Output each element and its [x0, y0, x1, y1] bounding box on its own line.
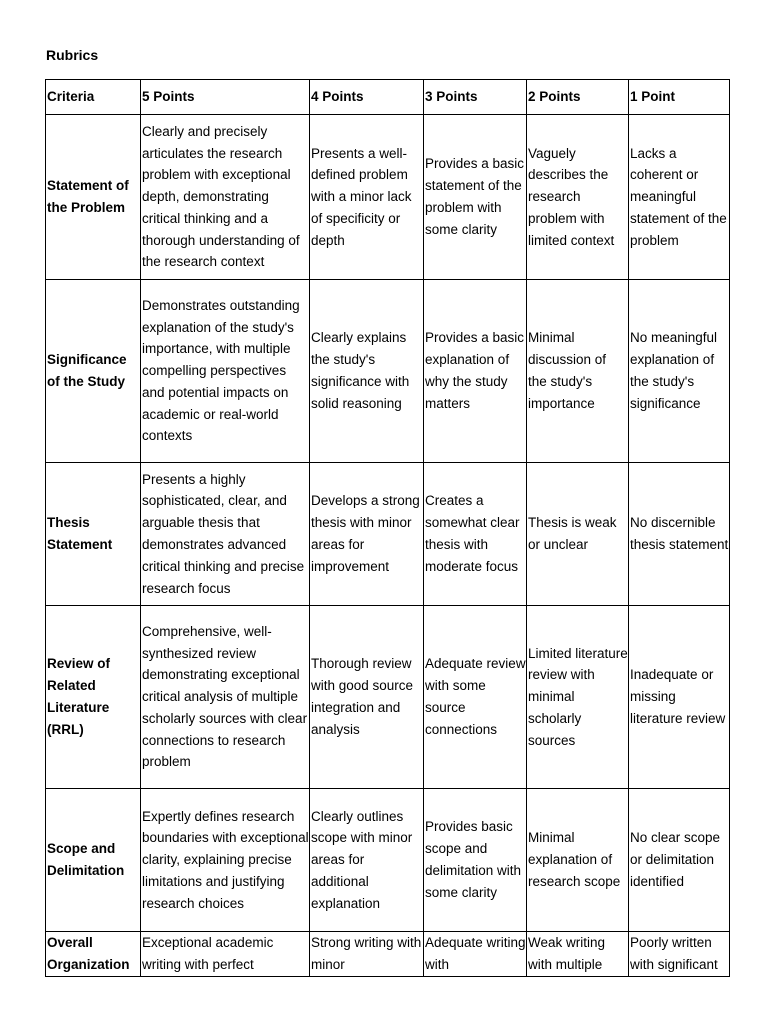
score-cell-5: Presents a highly sophisticated, clear, and arguable thesis that demonstrates advanced critical thinking and precise research focus: [141, 463, 310, 606]
header-4-points: 4 Points: [310, 80, 424, 115]
table-row: [46, 115, 730, 280]
score-cell-2: Weak writing with multiple: [527, 932, 629, 977]
score-cell-1: No meaningful explanation of the study's significance: [629, 280, 730, 463]
header-2-points: 2 Points: [527, 80, 629, 115]
criteria-cell: Significance of the Study: [46, 280, 141, 463]
table-row: [46, 932, 730, 977]
rubric-table: [45, 79, 730, 977]
header-criteria: Criteria: [46, 80, 141, 115]
header-1-point: 1 Point: [629, 80, 730, 115]
score-cell-3: Provides basic scope and delimitation with some clarity: [424, 789, 527, 932]
score-cell-2: Vaguely describes the research problem with limited context: [527, 115, 629, 280]
score-cell-1: No discernible thesis statement: [629, 463, 730, 606]
header-5-points: 5 Points: [141, 80, 310, 115]
score-cell-5: Comprehensive, well-synthesized review demonstrating exceptional critical analysis of multiple scholarly sources with clear connections to research problem: [141, 606, 310, 789]
score-cell-4: Clearly explains the study's significance with solid reasoning: [310, 280, 424, 463]
score-cell-1: Lacks a coherent or meaningful statement of the problem: [629, 115, 730, 280]
score-cell-2: Limited literature review with minimal scholarly sources: [527, 606, 629, 789]
table-row: [46, 789, 730, 932]
score-cell-1: No clear scope or delimitation identified: [629, 789, 730, 932]
score-cell-4: Thorough review with good source integration and analysis: [310, 606, 424, 789]
header-row: [46, 80, 730, 115]
score-cell-3: Provides a basic explanation of why the study matters: [424, 280, 527, 463]
score-cell-2: Minimal discussion of the study's importance: [527, 280, 629, 463]
score-cell-3: Adequate review with some source connections: [424, 606, 527, 789]
table-row: [46, 280, 730, 463]
table-row: [46, 463, 730, 606]
page-title: Rubrics: [46, 47, 99, 63]
score-cell-1: Poorly written with significant: [629, 932, 730, 977]
criteria-cell: Thesis Statement: [46, 463, 141, 606]
score-cell-5: Expertly defines research boundaries with exceptional clarity, explaining precise limitations and justifying research choices: [141, 789, 310, 932]
score-cell-5: Clearly and precisely articulates the research problem with exceptional depth, demonstrating critical thinking and a thorough understanding of the research context: [141, 115, 310, 280]
score-cell-4: Presents a well-defined problem with a minor lack of specificity or depth: [310, 115, 424, 280]
score-cell-3: Adequate writing with: [424, 932, 527, 977]
criteria-cell: Overall Organization: [46, 932, 141, 977]
header-3-points: 3 Points: [424, 80, 527, 115]
score-cell-3: Provides a basic statement of the problem with some clarity: [424, 115, 527, 280]
score-cell-1: Inadequate or missing literature review: [629, 606, 730, 789]
criteria-cell: Scope and Delimitation: [46, 789, 141, 932]
score-cell-3: Creates a somewhat clear thesis with moderate focus: [424, 463, 527, 606]
score-cell-5: Demonstrates outstanding explanation of the study's importance, with multiple compelling perspectives and potential impacts on academic or real-world contexts: [141, 280, 310, 463]
score-cell-5: Exceptional academic writing with perfect: [141, 932, 310, 977]
score-cell-4: Develops a strong thesis with minor areas for improvement: [310, 463, 424, 606]
table-row: [46, 606, 730, 789]
criteria-cell: Review of Related Literature (RRL): [46, 606, 141, 789]
criteria-cell: Statement of the Problem: [46, 115, 141, 280]
score-cell-2: Minimal explanation of research scope: [527, 789, 629, 932]
score-cell-4: Strong writing with minor: [310, 932, 424, 977]
score-cell-2: Thesis is weak or unclear: [527, 463, 629, 606]
score-cell-4: Clearly outlines scope with minor areas for additional explanation: [310, 789, 424, 932]
